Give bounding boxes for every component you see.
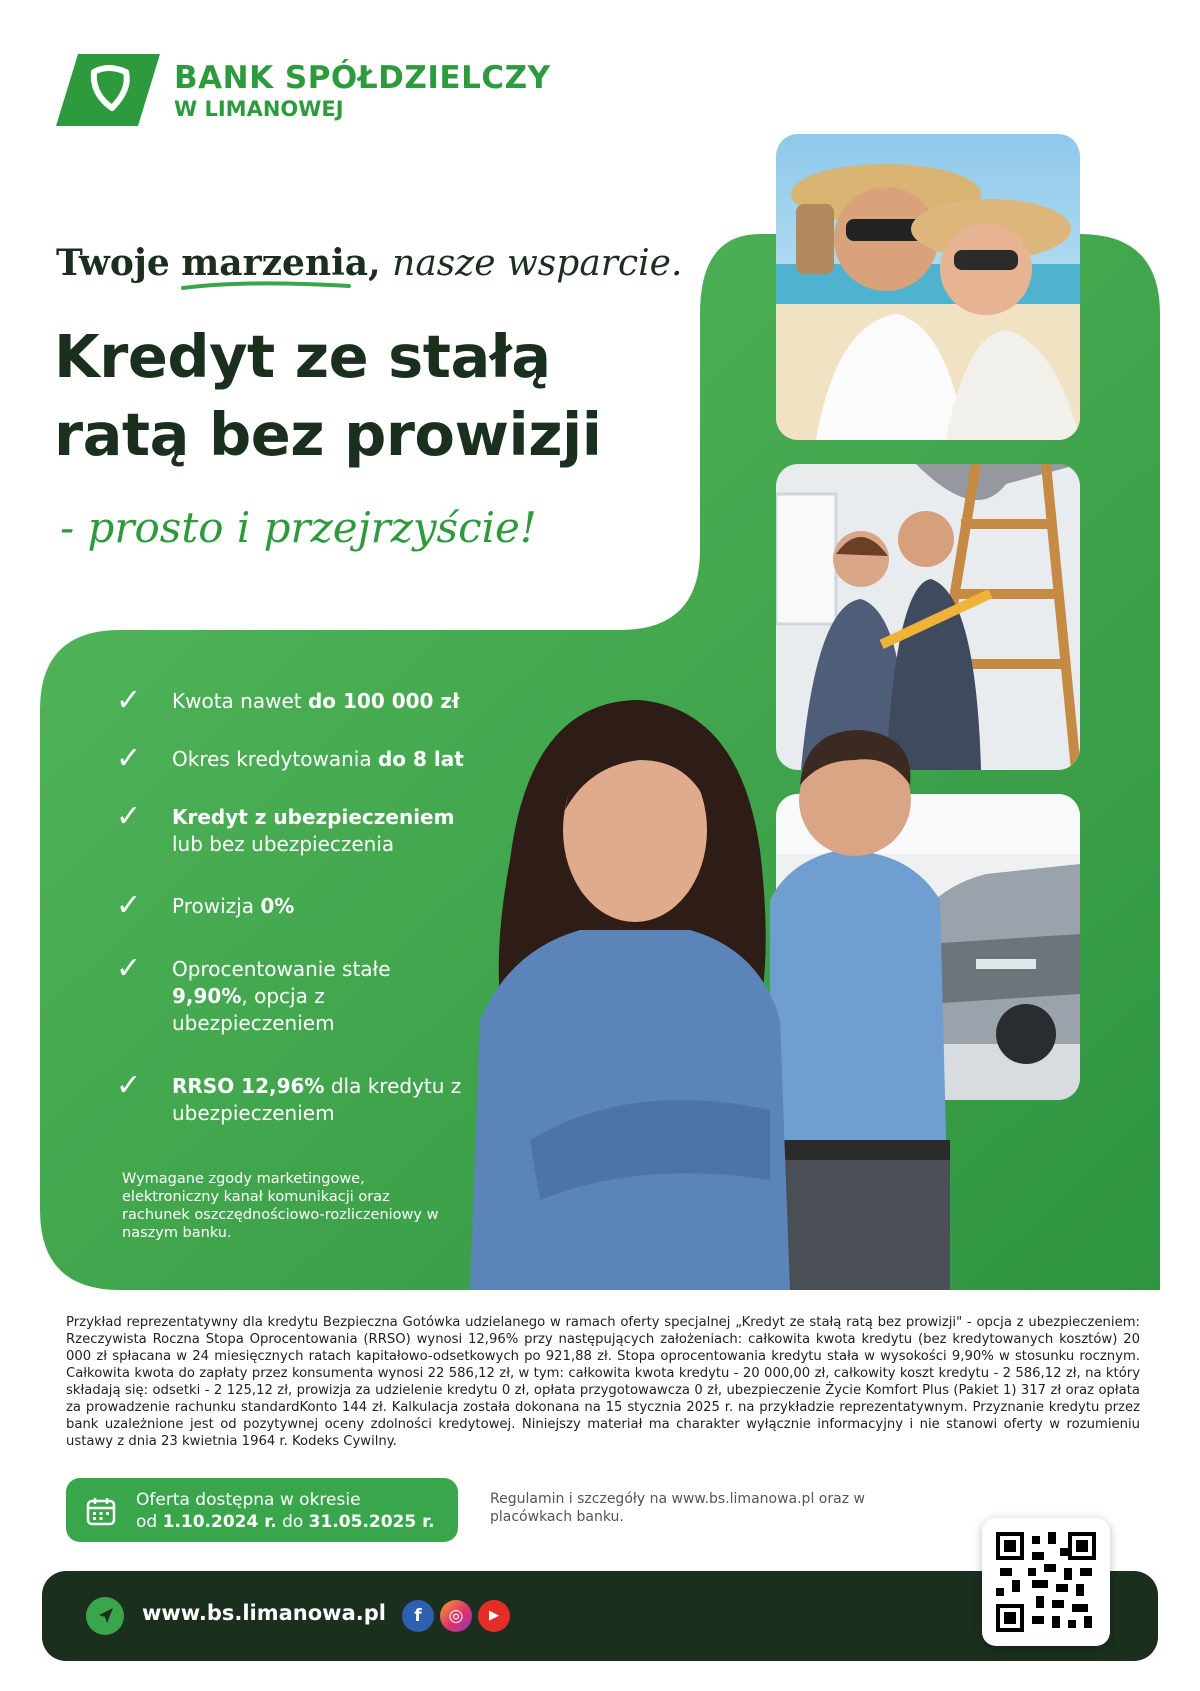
qr-code[interactable] — [982, 1518, 1110, 1646]
feature-item-commission: ✓ Prowizja 0% — [116, 888, 295, 923]
feature-item-period: ✓ Okres kredytowania do 8 lat — [116, 741, 464, 776]
requirements-note: Wymagane zgody marketingowe, elektroniczny kanał komunikacji oraz rachunek oszczędnościowo-rozliczeniowy w naszym banku. — [122, 1171, 439, 1241]
offer-period-box — [66, 1478, 458, 1542]
photo-smiling-couple — [470, 660, 1030, 1290]
tagline — [56, 242, 682, 284]
bank-name — [174, 62, 551, 120]
tagline-part3: nasze wsparcie. — [392, 243, 683, 284]
tagline-highlight: marzenia — [181, 242, 368, 284]
feature-item-rrso: ✓ RRSO 12,96% dla kredytu z ubezpieczeniem — [116, 1068, 462, 1125]
underline-swoosh — [181, 280, 351, 292]
qr-code-icon — [996, 1532, 1096, 1632]
representative-example-legal-text: Przykład reprezentatywny dla kredytu Bezpieczna Gotówka udzielanego w ramach oferty specjalnej „Kredyt ze stałą ratą bez prowizji" - opcja z ubezpieczeniem: Rzeczywista Roczna Stopa Oprocentowania (RRSO) wynosi 12,96% przy następujących założeniach: całkowita kwota kredytu (bez kredytowanych kosztów) 20 000 zł spłacana w 24 miesięcznych ratach kapitałowo-odsetkowych po 921,88 zł. Stopa oprocentowania kredytu stała w wysokości 9,90% w stosunku rocznym. Całkowita kwota do zapłaty przez konsumenta wynosi 22 586,12 zł, w tym: całkowita kwota kredytu - 20 000,00 zł, całkowity koszt kredytu - 2 586,12 zł, na który składają się: odsetki - 2 125,12 zł, prowizja za udzielenie kredytu 0 zł, opłata przygotowawcza 0 zł, ubezpieczenie Życie Komfort Plus (Pakiet 1) 317 zł oraz opłata za prowadzenie rachunku standardKonto 144 zł. Kalkulacja została dokonana na 15 stycznia 2025 r. na przykładzie reprezentatywnym. Przyznanie kredytu przez bank uzależnione jest od pozytywnej oceny zdolności kredytowej. Niniejszy materiał ma charakter wyłącznie informacyjny i nie stanowi oferty w rozumieniu ustawy z dnia 23 kwietnia 1964 r. Kodeks Cywilny. — [66, 1315, 1140, 1449]
offer-line1: Oferta dostępna w okresie — [136, 1490, 361, 1510]
bank-name-line1: BANK SPÓŁDZIELCZY — [174, 60, 551, 96]
check-icon: ✓ — [116, 888, 142, 923]
instagram-icon[interactable]: ◎ — [440, 1600, 472, 1632]
bank-logo-icon — [56, 54, 160, 126]
tagline-part1: Twoje — [56, 242, 170, 284]
regulations-note: Regulamin i szczegóły na www.bs.limanowa.pl oraz w placówkach banku. — [490, 1491, 865, 1525]
calendar-icon — [86, 1496, 116, 1526]
check-icon: ✓ — [116, 951, 142, 986]
feature-item-insurance: ✓ Kredyt z ubezpieczeniem lub bez ubezpieczenia — [116, 799, 455, 856]
bank-name-line2: W LIMANOWEJ — [174, 96, 344, 121]
youtube-icon[interactable]: ▶ — [478, 1600, 510, 1632]
title-line2: ratą bez prowizji — [54, 400, 602, 469]
check-icon: ✓ — [116, 741, 142, 776]
feature-item-interest: ✓ Oprocentowanie stałe 9,90%, opcja z ubezpieczeniem — [116, 951, 391, 1035]
subtitle: - prosto i przejrzyście! — [60, 503, 537, 552]
main-title — [54, 318, 601, 474]
offer-dates: od 1.10.2024 r. do 31.05.2025 r. — [136, 1512, 435, 1532]
feature-item-amount: ✓ Kwota nawet do 100 000 zł — [116, 683, 460, 718]
tagline-comma: , — [368, 242, 381, 284]
title-line1: Kredyt ze stałą — [54, 322, 551, 391]
check-icon: ✓ — [116, 799, 142, 834]
navigation-arrow-icon — [86, 1597, 124, 1635]
photo-beach-couple — [776, 134, 1080, 440]
website-link[interactable]: www.bs.limanowa.pl — [142, 1601, 386, 1625]
facebook-icon[interactable]: f — [402, 1600, 434, 1632]
features-list — [116, 683, 496, 1127]
check-icon: ✓ — [116, 683, 142, 718]
check-icon: ✓ — [116, 1068, 142, 1103]
